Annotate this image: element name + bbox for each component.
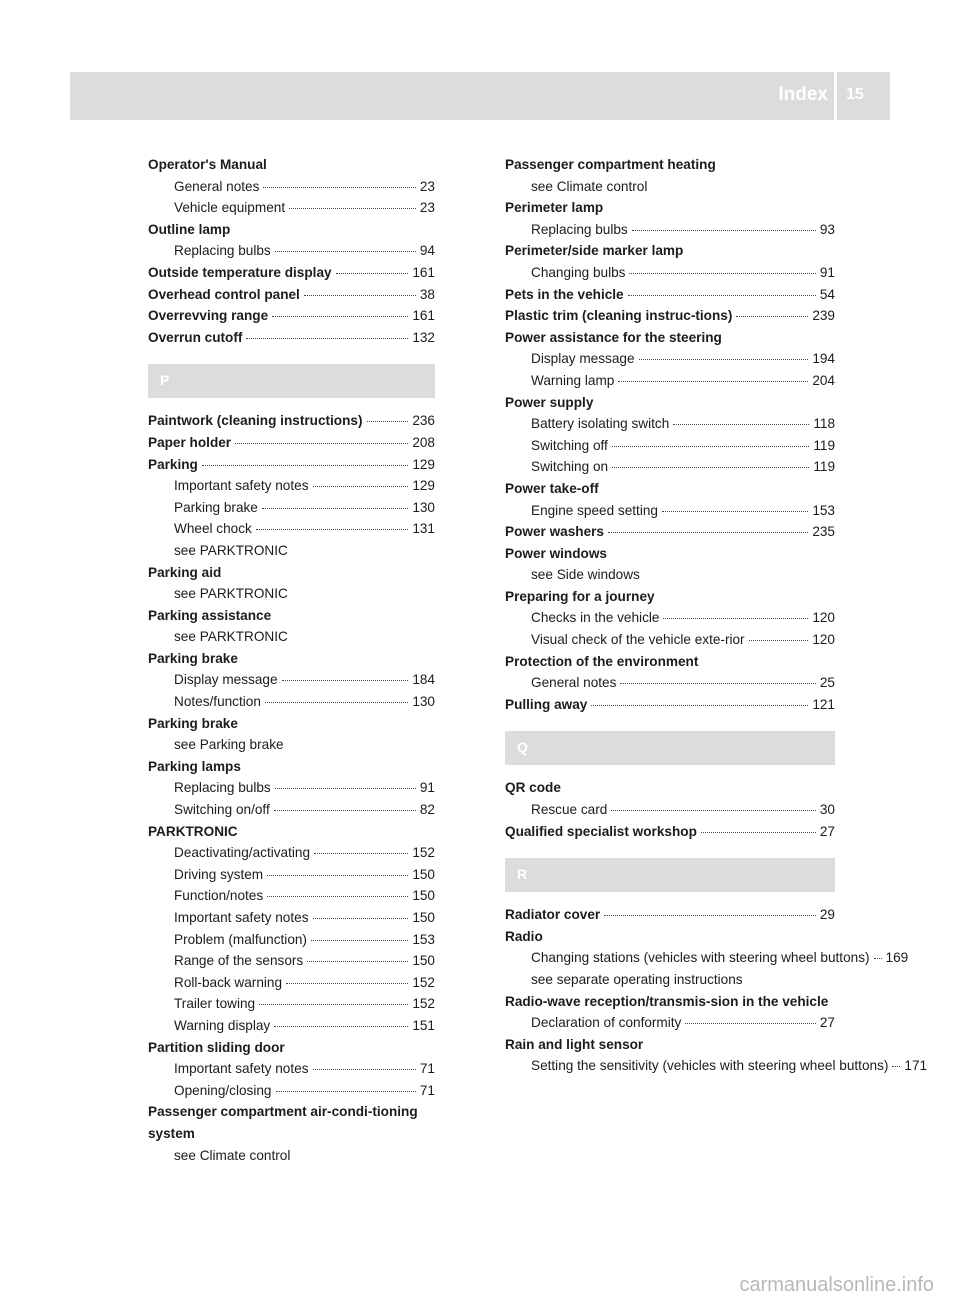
entry-title [148, 454, 435, 476]
entry-title: QR code [505, 780, 561, 796]
sub-entry [505, 262, 835, 284]
sub-entry [148, 475, 435, 497]
dot-leader [275, 251, 416, 252]
entry-title: Partition sliding door [148, 1039, 285, 1055]
entry-title: Parking aid [148, 564, 222, 580]
sub-entry [505, 219, 835, 241]
entry-title: Rain and light sensor [505, 1036, 644, 1052]
index-entry [505, 694, 835, 716]
dot-leader [628, 295, 816, 296]
page-ref: 152 [412, 845, 435, 861]
index-entry [148, 432, 435, 454]
sub-entry-text: Range of the sensors [174, 953, 304, 969]
sub-entry [505, 629, 835, 651]
dot-leader [267, 875, 408, 876]
index-entry [505, 478, 835, 521]
page-ref: 169 [885, 950, 909, 966]
sub-entry-text: Switching on [531, 459, 609, 475]
section-letter: Q [517, 739, 528, 756]
dot-leader [367, 421, 409, 422]
header-divider [834, 72, 837, 120]
index-entry [505, 991, 835, 1034]
sub-entry-text: Display message [531, 351, 635, 367]
sub-entry-text: Parking brake [174, 499, 258, 515]
page-ref: 235 [812, 524, 835, 540]
index-entry [148, 756, 435, 821]
sub-entry-text: Visual check of the vehicle exte-rior [531, 632, 745, 648]
dot-leader [608, 532, 808, 533]
sub-entry [148, 197, 435, 219]
sub-entry [148, 518, 435, 540]
entry-title: Power supply [505, 394, 594, 410]
page-ref: 130 [412, 694, 435, 710]
entry-title: Passenger compartment air-condi-tioning system [148, 1104, 418, 1141]
entry-title-text: Qualified specialist workshop [505, 823, 697, 839]
entry-title: Radio-wave reception/transmis-sion in the vehicle [505, 993, 829, 1009]
dot-leader [307, 961, 408, 962]
sub-entry-text: Opening/closing [174, 1082, 272, 1098]
page-ref: 120 [812, 632, 835, 648]
page-ref: 82 [419, 802, 435, 818]
index-entry [148, 454, 435, 562]
section-letter: R [517, 866, 528, 883]
page-ref: 71 [419, 1061, 435, 1077]
page-ref: 30 [819, 802, 835, 818]
sub-entry-text: Roll-back warning [174, 974, 283, 990]
dot-leader [274, 810, 416, 811]
entry-title: Parking lamps [148, 758, 241, 774]
page-ref: 93 [819, 221, 835, 237]
entry-title-text: Overrun cutoff [148, 329, 243, 345]
watermark: carmanualsonline.info [739, 1274, 934, 1296]
dot-leader [286, 983, 408, 984]
dot-leader [604, 915, 816, 916]
sub-entry [148, 1015, 435, 1037]
dot-leader [259, 1004, 408, 1005]
index-entry [505, 305, 835, 327]
sub-entry: see Side windows [531, 567, 640, 583]
sub-entry-text: Switching on/off [174, 802, 270, 818]
sub-entry [148, 497, 435, 519]
sub-entry-text: Replacing bulbs [174, 243, 271, 259]
page-ref: 27 [819, 1015, 835, 1031]
entry-title [505, 305, 835, 327]
sub-entry [148, 1080, 435, 1102]
dot-leader [314, 853, 408, 854]
entry-title: Perimeter/side marker lamp [505, 243, 684, 259]
sub-entry [505, 947, 909, 969]
sub-entry [148, 864, 435, 886]
index-entry [505, 197, 835, 240]
index-entry [505, 284, 835, 306]
sub-entry-text: Deactivating/activating [174, 845, 311, 861]
entry-title: Power take-off [505, 480, 599, 496]
entry-title: Parking assistance [148, 607, 272, 623]
sub-entry [148, 1058, 435, 1080]
index-entry [505, 327, 835, 392]
page-ref: 27 [819, 823, 835, 839]
sub-entry: see PARKTRONIC [174, 586, 288, 602]
entry-title [505, 694, 835, 716]
dot-leader [313, 486, 409, 487]
sub-entry [148, 669, 435, 691]
entry-title [505, 521, 835, 543]
index-entry [148, 262, 435, 284]
index-entry [505, 904, 835, 926]
dot-leader [275, 788, 416, 789]
index-entry [505, 543, 835, 586]
dot-leader [256, 529, 408, 530]
dot-leader [736, 316, 808, 317]
dot-leader [313, 1069, 416, 1070]
entry-title-text: Overrevving range [148, 308, 269, 324]
entry-title-text: Paintwork (cleaning instructions) [148, 413, 363, 429]
index-entry [505, 586, 835, 651]
sub-entry [148, 842, 435, 864]
index-entry [148, 305, 435, 327]
page-ref: 152 [412, 996, 435, 1012]
page-ref: 71 [419, 1082, 435, 1098]
dot-leader [629, 273, 815, 274]
index-entry [148, 605, 435, 648]
sub-entry [148, 950, 435, 972]
dot-leader [662, 511, 808, 512]
page-ref: 239 [812, 308, 835, 324]
entry-title-text: Pulling away [505, 696, 588, 712]
sub-entry-text: Important safety notes [174, 910, 309, 925]
dot-leader [620, 683, 815, 684]
page-ref: 130 [412, 499, 435, 515]
entry-title: Radio [505, 928, 543, 944]
page-ref: 23 [419, 200, 435, 216]
entry-title-text: Radiator cover [505, 907, 601, 923]
sub-entry-text: General notes [531, 675, 617, 691]
entry-title: Power assistance for the steering [505, 329, 722, 345]
page-ref: 129 [412, 456, 435, 472]
entry-title [148, 262, 435, 284]
sub-entry-text: Display message [174, 672, 278, 688]
entry-title [505, 904, 835, 926]
page-ref: 208 [412, 434, 435, 450]
page-ref: 132 [412, 329, 435, 345]
page-ref: 152 [412, 974, 435, 990]
page-ref: 194 [812, 351, 835, 367]
dot-leader [336, 273, 409, 274]
page-ref: 153 [412, 931, 435, 947]
entry-title [148, 327, 435, 349]
entry-title-text: Outside temperature display [148, 264, 332, 280]
index-entry [148, 1037, 435, 1102]
sub-entry: see Climate control [174, 1147, 291, 1163]
entry-title-text: Overhead control panel [148, 286, 300, 302]
sub-entry-text: Changing stations (vehicles with steering wheel buttons) [531, 950, 870, 966]
index-entry [148, 327, 435, 349]
entry-title: Parking brake [148, 650, 238, 666]
sub-entry: see PARKTRONIC [174, 629, 288, 645]
dot-leader [235, 443, 408, 444]
sub-entry [505, 1012, 835, 1034]
sub-entry: see Parking brake [174, 737, 284, 753]
dot-leader [874, 958, 882, 959]
dot-leader [639, 359, 809, 360]
dot-leader [701, 832, 816, 833]
page-ref: 119 [813, 459, 835, 475]
sub-entry-text: Engine speed setting [531, 502, 658, 518]
section-header [148, 364, 435, 398]
sub-entry-text: Function/notes [174, 888, 264, 904]
index-column-right [505, 154, 928, 1077]
entry-title [148, 410, 435, 432]
index-entry [148, 713, 435, 756]
sub-entry-text: Important safety notes [174, 478, 309, 494]
page-number: 15 [846, 86, 864, 103]
dot-leader [276, 1091, 416, 1092]
dot-leader [272, 316, 408, 317]
entry-title-text: Power washers [505, 524, 604, 540]
dot-leader [618, 381, 808, 382]
index-entry [148, 410, 435, 432]
page-ref: 150 [412, 953, 435, 969]
page-ref: 118 [813, 416, 835, 432]
dot-leader [267, 896, 408, 897]
dot-leader [632, 230, 816, 231]
sub-entry-text: Replacing bulbs [531, 221, 628, 237]
sub-entry [148, 176, 435, 198]
entry-title: Protection of the environment [505, 653, 699, 669]
sub-entry [505, 672, 835, 694]
sub-entry [505, 607, 835, 629]
entry-title: PARKTRONIC [148, 823, 238, 839]
page-ref: 131 [412, 521, 435, 537]
entry-title-text: Paper holder [148, 434, 232, 450]
sub-entry: see PARKTRONIC [174, 542, 288, 558]
dot-leader [263, 187, 415, 188]
page-ref: 171 [904, 1058, 928, 1074]
sub-entry-text: Setting the sensitivity (vehicles with steering wheel buttons) [531, 1058, 889, 1074]
sub-entry-text: Warning lamp [531, 372, 615, 388]
index-entry [148, 1101, 435, 1166]
page-ref: 184 [412, 672, 435, 688]
section-header [505, 731, 835, 765]
index-entry [505, 240, 835, 283]
page-ref: 94 [419, 243, 435, 259]
sub-entry [148, 907, 435, 929]
sub-entry-text: Trailer towing [174, 996, 256, 1012]
sub-entry-text: Checks in the vehicle [531, 610, 660, 626]
dot-leader [311, 940, 408, 941]
entry-title: Perimeter lamp [505, 200, 604, 216]
dot-leader [673, 424, 809, 425]
index-entry [505, 926, 909, 991]
sub-entry-text: Battery isolating switch [531, 416, 670, 432]
page-ref: 150 [412, 888, 435, 904]
sub-entry-text: Switching off [531, 437, 608, 453]
page-ref: 150 [412, 910, 435, 925]
dot-leader [246, 338, 408, 339]
sub-entry [148, 885, 435, 907]
sub-entry-text: Warning display [174, 1017, 271, 1033]
page-ref: 150 [412, 866, 435, 882]
dot-leader [685, 1023, 816, 1024]
page-ref: 129 [412, 478, 435, 494]
section-letter: P [160, 372, 170, 389]
sub-entry [148, 929, 435, 951]
entry-title: Outline lamp [148, 221, 231, 237]
entry-title [148, 432, 435, 454]
page-ref: 91 [419, 780, 435, 796]
dot-leader [274, 1026, 408, 1027]
index-entry [148, 284, 435, 306]
sub-entry [148, 240, 435, 262]
page-ref: 25 [819, 675, 835, 691]
page-ref: 153 [812, 502, 835, 518]
entry-title-text: Parking [148, 456, 198, 472]
sub-entry-text: Vehicle equipment [174, 200, 286, 216]
entry-title [148, 284, 435, 306]
sub-entry-text: Rescue card [531, 802, 608, 818]
sub-entry [505, 1055, 928, 1077]
index-column-left [148, 154, 435, 1166]
entry-title-text: Pets in the vehicle [505, 286, 624, 302]
sub-entry [505, 413, 835, 435]
dot-leader [892, 1066, 900, 1067]
page-ref: 54 [819, 286, 835, 302]
index-entry [505, 154, 835, 197]
page-title: Index [778, 84, 828, 105]
dot-leader [304, 295, 416, 296]
page-ref: 120 [812, 610, 835, 626]
dot-leader [663, 618, 808, 619]
sub-entry-text: Declaration of conformity [531, 1015, 682, 1031]
sub-entry [148, 993, 435, 1015]
index-entry [505, 1034, 928, 1077]
sub-entry [505, 370, 835, 392]
index-entry [505, 392, 835, 478]
index-entry [148, 154, 435, 219]
page-ref: 23 [419, 178, 435, 194]
sub-entry: see separate operating instructions [531, 972, 743, 987]
page-ref: 91 [819, 264, 835, 280]
dot-leader [612, 446, 810, 447]
sub-entry [148, 777, 435, 799]
sub-entry [505, 435, 835, 457]
sub-entry [148, 972, 435, 994]
sub-entry [148, 691, 435, 713]
sub-entry-text: Notes/function [174, 694, 261, 710]
entry-title: Operator's Manual [148, 157, 267, 172]
sub-entry-text: General notes [174, 178, 260, 194]
page-ref: 29 [819, 907, 835, 923]
entry-title-text: Plastic trim (cleaning instruc-tions) [505, 308, 733, 324]
sub-entry-text: Replacing bulbs [174, 780, 271, 796]
dot-leader [282, 680, 409, 681]
page-ref: 119 [813, 437, 835, 453]
index-entry [148, 648, 435, 713]
sub-entry-text: Driving system [174, 866, 264, 882]
page-ref: 121 [812, 696, 835, 712]
page-ref: 161 [412, 264, 435, 280]
entry-title: Passenger compartment heating [505, 157, 716, 172]
page-ref: 151 [412, 1017, 435, 1033]
dot-leader [289, 208, 416, 209]
index-entry [148, 562, 435, 605]
dot-leader [611, 810, 816, 811]
dot-leader [313, 918, 409, 919]
entry-title: Parking brake [148, 715, 238, 731]
sub-entry: see Climate control [531, 178, 648, 194]
page-ref: 161 [412, 308, 435, 324]
sub-entry [505, 500, 835, 522]
dot-leader [262, 508, 408, 509]
index-entry [505, 521, 835, 543]
dot-leader [749, 640, 809, 641]
index-entry [148, 219, 435, 262]
sub-entry [505, 456, 835, 478]
dot-leader [591, 705, 808, 706]
entry-title [505, 821, 835, 843]
entry-title [148, 305, 435, 327]
dot-leader [265, 702, 408, 703]
dot-leader [612, 467, 809, 468]
index-entry [505, 821, 835, 843]
sub-entry-text: Problem (malfunction) [174, 931, 307, 947]
page-ref: 236 [412, 413, 435, 429]
sub-entry-text: Changing bulbs [531, 264, 626, 280]
dot-leader [202, 465, 408, 466]
entry-title: Power windows [505, 545, 607, 561]
index-entry [505, 777, 835, 820]
index-entry [505, 651, 835, 694]
sub-entry [505, 799, 835, 821]
page-ref: 204 [812, 372, 835, 388]
sub-entry-text: Important safety notes [174, 1061, 309, 1077]
entry-title [505, 284, 835, 306]
page-ref: 38 [419, 286, 435, 302]
sub-entry [505, 348, 835, 370]
index-entry [148, 821, 435, 1037]
sub-entry [148, 799, 435, 821]
entry-title: Preparing for a journey [505, 588, 655, 604]
section-header [505, 858, 835, 892]
sub-entry-text: Wheel chock [174, 521, 252, 537]
